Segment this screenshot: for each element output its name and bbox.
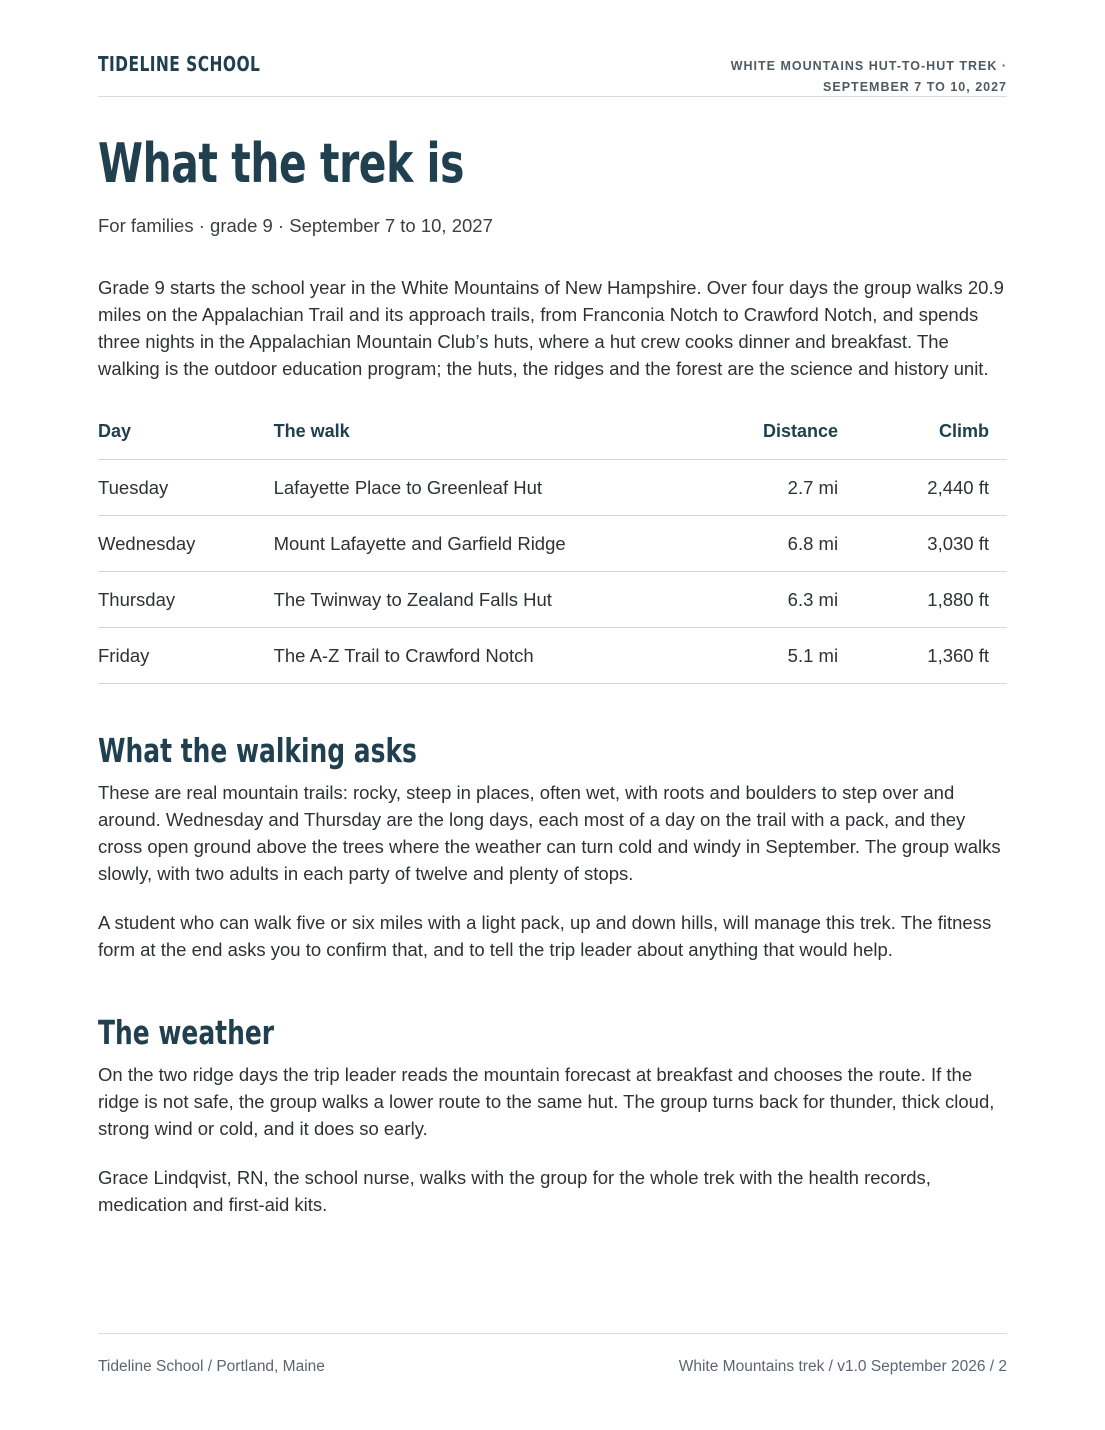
table-row	[98, 516, 1007, 572]
trip-tag-line-2: SEPTEMBER 7 TO 10, 2027	[823, 80, 1007, 94]
weather-paragraph-1: On the two ridge days the trip leader reads the mountain forecast at breakfast and chooses the route. If the ridge is not safe, the group walks a lower route to the same hut. The group turns back for thunder, thick cloud, strong wind or cold, and it does so early.	[98, 1064, 995, 1139]
cell-walk: Mount Lafayette and Garfield Ridge	[274, 516, 665, 572]
trip-tag-line-1: WHITE MOUNTAINS HUT-TO-HUT TREK ·	[730, 59, 1007, 73]
trip-tag	[731, 56, 1007, 98]
table-row	[98, 628, 1007, 684]
document-page	[98, 0, 1007, 1430]
walking-paragraph-2: A student who can walk five or six miles with a light pack, up and down hills, will manage this trek. The fitness form at the end asks you to confirm that, and to tell the trip leader about anything that would help.	[98, 912, 992, 960]
cell-distance: 6.3 mi	[664, 572, 838, 628]
cell-day: Wednesday	[98, 516, 274, 572]
table-row	[98, 460, 1007, 516]
cell-climb: 1,360 ft	[838, 628, 1007, 684]
cell-distance: 5.1 mi	[664, 628, 838, 684]
cell-climb: 3,030 ft	[838, 516, 1007, 572]
page-header	[98, 52, 1007, 97]
cell-walk: The Twinway to Zealand Falls Hut	[274, 572, 665, 628]
cell-day: Tuesday	[98, 460, 274, 516]
footer-version: White Mountains trek / v1.0 September 2026 / 2	[678, 1358, 1007, 1375]
page-footer	[98, 1333, 1007, 1384]
page-subtitle: For families · grade 9 · September 7 to 10, 2027	[98, 215, 493, 236]
column-header-walk: The walk	[274, 403, 665, 460]
cell-climb: 1,880 ft	[838, 572, 1007, 628]
table-row	[98, 572, 1007, 628]
weather-paragraph-2: Grace Lindqvist, RN, the school nurse, walks with the group for the whole trek with the health records, medication and first-aid kits.	[98, 1167, 931, 1215]
column-header-climb: Climb	[838, 403, 1007, 460]
column-header-distance: Distance	[664, 403, 838, 460]
intro-paragraph: Grade 9 starts the school year in the White Mountains of New Hampshire. Over four days the group walks 20.9 miles on the Appalachian Trail and its approach trails, from Franconia Notch to Crawford Notch, and spends three nights in the Appalachian Mountain Club’s huts, where a hut crew cooks dinner and breakfast. The walking is the outdoor education program; the huts, the ridges and the forest are the science and history unit.	[98, 277, 1004, 379]
cell-day: Friday	[98, 628, 274, 684]
cell-walk: The A-Z Trail to Crawford Notch	[274, 628, 665, 684]
page-title: What the trek is	[98, 132, 465, 195]
cell-distance: 2.7 mi	[664, 460, 838, 516]
cell-distance: 6.8 mi	[664, 516, 838, 572]
cell-climb: 2,440 ft	[838, 460, 1007, 516]
itinerary-table	[98, 403, 1007, 684]
cell-walk: Lafayette Place to Greenleaf Hut	[274, 460, 665, 516]
table-header-row	[98, 403, 1007, 460]
walking-paragraph-1: These are real mountain trails: rocky, steep in places, often wet, with roots and boulders to step over and around. Wednesday and Thursday are the long days, each most of a day on the trail with a pack, and they cross open ground above the trees where the weather can turn cold and windy in September. The group walks slowly, with two adults in each party of twelve and plenty of stops.	[98, 782, 1001, 884]
column-header-day: Day	[98, 403, 274, 460]
section-heading-weather: The weather	[98, 1013, 275, 1052]
school-brand: TIDELINE SCHOOL	[98, 52, 261, 76]
cell-day: Thursday	[98, 572, 274, 628]
footer-school: Tideline School / Portland, Maine	[98, 1358, 325, 1375]
section-heading-walking: What the walking asks	[98, 731, 417, 770]
